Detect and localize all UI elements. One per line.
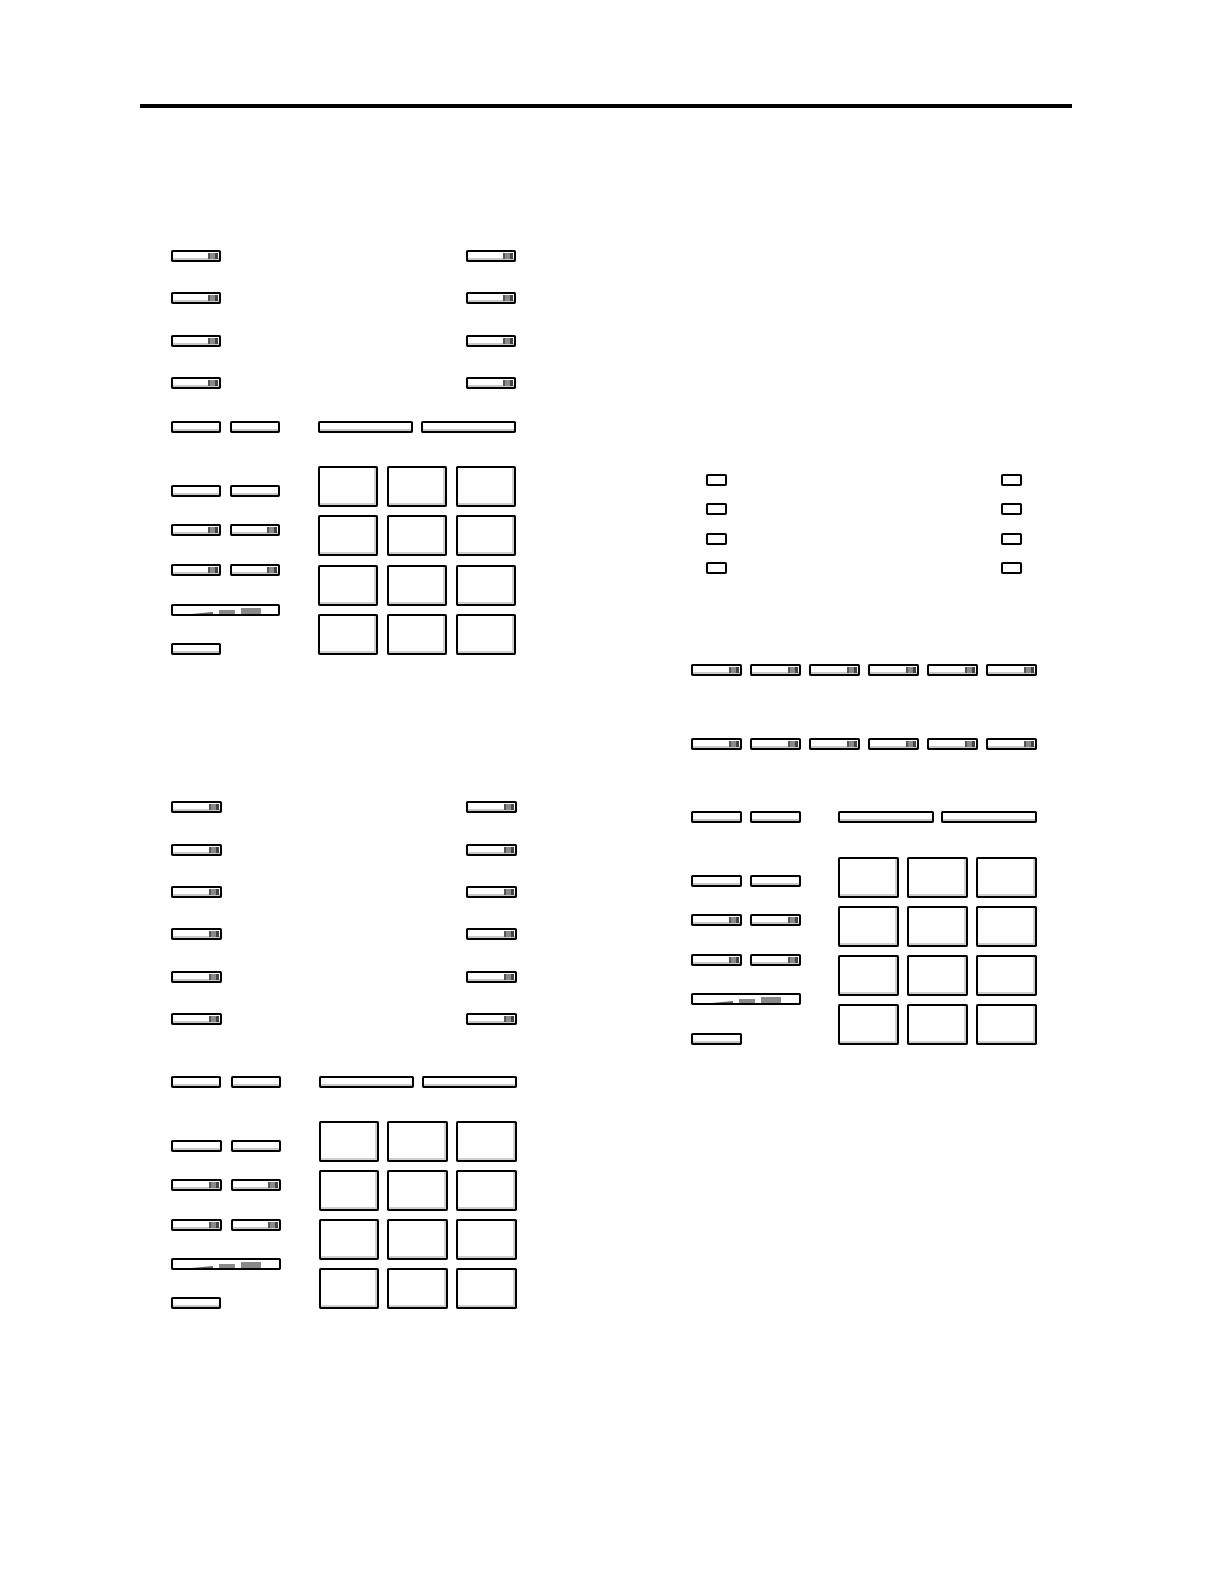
dial-key-pound[interactable] bbox=[976, 1004, 1037, 1045]
dial-key-2[interactable] bbox=[387, 1121, 448, 1162]
small-key-left-3[interactable] bbox=[706, 533, 727, 545]
side-key-1[interactable] bbox=[691, 875, 742, 887]
feature-key-right-6[interactable] bbox=[466, 1013, 517, 1025]
function-key-wide-2[interactable] bbox=[422, 1076, 517, 1088]
dial-key-9[interactable] bbox=[976, 955, 1037, 996]
side-key-4[interactable] bbox=[230, 524, 280, 536]
side-key-3[interactable] bbox=[171, 524, 221, 536]
side-key-2[interactable] bbox=[231, 1140, 281, 1152]
function-key-wide-1[interactable] bbox=[319, 1076, 414, 1088]
feature-key-right-5[interactable] bbox=[466, 971, 517, 983]
dial-key-9[interactable] bbox=[456, 565, 516, 606]
function-key-wide-1[interactable] bbox=[838, 811, 934, 823]
feature-key-left-3[interactable] bbox=[171, 335, 221, 347]
lamp-key-row1-6[interactable] bbox=[986, 664, 1037, 676]
lamp-key-row2-1[interactable] bbox=[691, 738, 742, 750]
dial-key-7[interactable] bbox=[318, 565, 378, 606]
feature-key-right-2[interactable] bbox=[466, 844, 517, 856]
lamp-key-row1-2[interactable] bbox=[750, 664, 801, 676]
feature-key-right-2[interactable] bbox=[466, 292, 516, 304]
feature-key-right-1[interactable] bbox=[466, 801, 517, 813]
dial-key-pound[interactable] bbox=[456, 614, 516, 655]
dial-key-5[interactable] bbox=[387, 515, 447, 556]
volume-wedge-icon bbox=[693, 995, 801, 1005]
dial-key-9[interactable] bbox=[456, 1219, 517, 1260]
lamp-key-row2-5[interactable] bbox=[927, 738, 978, 750]
dial-key-8[interactable] bbox=[907, 955, 968, 996]
dial-key-3[interactable] bbox=[976, 857, 1037, 898]
feature-key-right-3[interactable] bbox=[466, 886, 517, 898]
dial-key-2[interactable] bbox=[387, 466, 447, 507]
volume-wedge-icon bbox=[173, 606, 280, 616]
dial-key-star[interactable] bbox=[838, 1004, 899, 1045]
feature-key-left-5[interactable] bbox=[171, 971, 222, 983]
feature-key-left-4[interactable] bbox=[171, 377, 221, 389]
side-key-5[interactable] bbox=[691, 954, 742, 966]
lamp-key-row1-5[interactable] bbox=[927, 664, 978, 676]
side-key-4[interactable] bbox=[231, 1179, 281, 1191]
side-key-3[interactable] bbox=[171, 1179, 222, 1191]
volume-wedge-icon bbox=[173, 1260, 281, 1270]
feature-key-left-1[interactable] bbox=[171, 801, 222, 813]
dial-key-3[interactable] bbox=[456, 1121, 517, 1162]
dial-key-0[interactable] bbox=[907, 1004, 968, 1045]
function-key-1[interactable] bbox=[171, 421, 221, 433]
dial-key-6[interactable] bbox=[976, 906, 1037, 947]
small-key-left-2[interactable] bbox=[706, 503, 727, 515]
side-key-7[interactable] bbox=[691, 1033, 742, 1045]
dial-key-0[interactable] bbox=[387, 614, 447, 655]
volume-control[interactable] bbox=[171, 1258, 281, 1270]
feature-key-right-1[interactable] bbox=[466, 250, 516, 262]
dial-key-4[interactable] bbox=[319, 1170, 379, 1211]
dial-key-1[interactable] bbox=[318, 466, 378, 507]
side-key-5[interactable] bbox=[171, 1219, 222, 1231]
dial-key-star[interactable] bbox=[319, 1268, 379, 1309]
small-key-right-4[interactable] bbox=[1001, 562, 1022, 574]
feature-key-left-1[interactable] bbox=[171, 250, 221, 262]
dial-key-8[interactable] bbox=[387, 1219, 448, 1260]
side-key-7[interactable] bbox=[171, 643, 221, 655]
dial-key-6[interactable] bbox=[456, 515, 516, 556]
lamp-key-row1-4[interactable] bbox=[868, 664, 919, 676]
lamp-key-row2-6[interactable] bbox=[986, 738, 1037, 750]
dial-key-star[interactable] bbox=[318, 614, 378, 655]
dial-key-1[interactable] bbox=[319, 1121, 379, 1162]
side-key-6[interactable] bbox=[231, 1219, 281, 1231]
dial-key-4[interactable] bbox=[318, 515, 378, 556]
small-key-right-2[interactable] bbox=[1001, 503, 1022, 515]
function-key-wide-1[interactable] bbox=[318, 421, 413, 433]
volume-control[interactable] bbox=[171, 604, 280, 616]
small-key-left-1[interactable] bbox=[706, 474, 727, 486]
dial-key-0[interactable] bbox=[387, 1268, 448, 1309]
feature-key-left-3[interactable] bbox=[171, 886, 222, 898]
dial-key-5[interactable] bbox=[387, 1170, 448, 1211]
function-key-2[interactable] bbox=[230, 421, 280, 433]
dial-key-pound[interactable] bbox=[456, 1268, 517, 1309]
feature-key-left-2[interactable] bbox=[171, 292, 221, 304]
lamp-key-row2-3[interactable] bbox=[809, 738, 860, 750]
feature-key-right-4[interactable] bbox=[466, 928, 517, 940]
feature-key-right-4[interactable] bbox=[466, 377, 516, 389]
volume-control[interactable] bbox=[691, 993, 801, 1005]
function-key-wide-2[interactable] bbox=[941, 811, 1037, 823]
dial-key-7[interactable] bbox=[319, 1219, 379, 1260]
side-key-2[interactable] bbox=[750, 875, 801, 887]
dial-key-4[interactable] bbox=[838, 906, 899, 947]
side-key-7[interactable] bbox=[171, 1297, 221, 1309]
feature-key-right-3[interactable] bbox=[466, 335, 516, 347]
dial-key-3[interactable] bbox=[456, 466, 516, 507]
side-key-3[interactable] bbox=[691, 914, 742, 926]
side-key-6[interactable] bbox=[230, 564, 280, 576]
lamp-key-row1-3[interactable] bbox=[809, 664, 860, 676]
page-top-rule bbox=[140, 104, 1072, 108]
function-key-2[interactable] bbox=[231, 1076, 281, 1088]
function-key-wide-2[interactable] bbox=[421, 421, 516, 433]
lamp-key-row2-2[interactable] bbox=[750, 738, 801, 750]
function-key-1[interactable] bbox=[691, 811, 742, 823]
dial-key-1[interactable] bbox=[838, 857, 899, 898]
function-key-1[interactable] bbox=[171, 1076, 221, 1088]
small-key-left-4[interactable] bbox=[706, 562, 727, 574]
small-key-right-3[interactable] bbox=[1001, 533, 1022, 545]
side-key-4[interactable] bbox=[750, 914, 801, 926]
side-key-1[interactable] bbox=[171, 1140, 222, 1152]
dial-key-7[interactable] bbox=[838, 955, 899, 996]
dial-key-6[interactable] bbox=[456, 1170, 517, 1211]
small-key-right-1[interactable] bbox=[1001, 474, 1022, 486]
dial-key-8[interactable] bbox=[387, 565, 447, 606]
side-key-6[interactable] bbox=[750, 954, 801, 966]
side-key-1[interactable] bbox=[171, 485, 221, 497]
dial-key-5[interactable] bbox=[907, 906, 968, 947]
feature-key-left-4[interactable] bbox=[171, 928, 222, 940]
dial-key-2[interactable] bbox=[907, 857, 968, 898]
lamp-key-row1-1[interactable] bbox=[691, 664, 742, 676]
lamp-key-row2-4[interactable] bbox=[868, 738, 919, 750]
feature-key-left-6[interactable] bbox=[171, 1013, 222, 1025]
side-key-2[interactable] bbox=[230, 485, 280, 497]
side-key-5[interactable] bbox=[171, 564, 221, 576]
function-key-2[interactable] bbox=[750, 811, 801, 823]
feature-key-left-2[interactable] bbox=[171, 844, 222, 856]
